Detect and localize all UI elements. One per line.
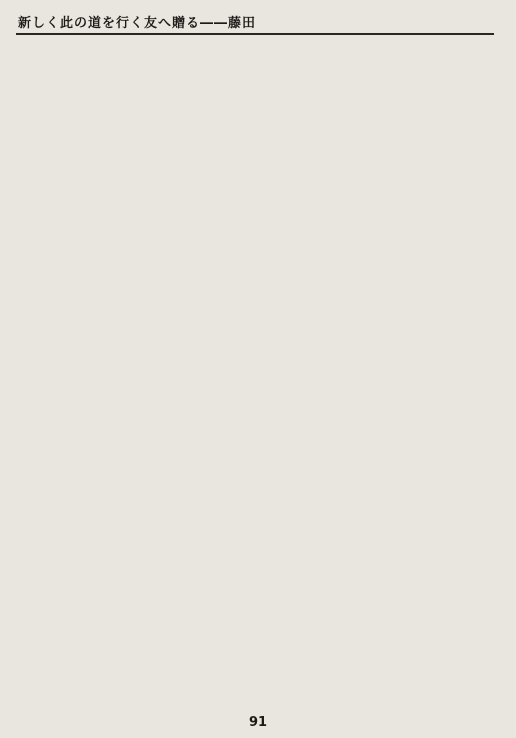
text-column	[398, 38, 422, 324]
text-column	[152, 336, 175, 716]
text-column	[39, 336, 62, 716]
text-column	[159, 38, 183, 324]
text-column	[135, 38, 159, 324]
header-rule	[16, 33, 494, 35]
text-column	[231, 38, 255, 324]
text-column	[303, 38, 327, 324]
text-column	[279, 38, 303, 324]
upper-text-block	[16, 38, 494, 324]
text-column	[422, 38, 446, 324]
text-column	[107, 336, 130, 716]
page-number: 91	[248, 715, 268, 730]
text-column	[374, 38, 398, 324]
text-column	[175, 336, 198, 716]
text-column	[88, 38, 112, 324]
text-column	[84, 336, 107, 716]
text-column	[64, 38, 88, 324]
text-column	[446, 38, 470, 324]
running-head: 新しく此の道を行く友へ贈る――藤田	[18, 16, 257, 31]
text-column	[16, 336, 39, 716]
text-column	[40, 38, 64, 324]
text-column	[207, 38, 231, 324]
text-column	[198, 336, 221, 716]
text-column	[221, 336, 244, 716]
text-column	[183, 38, 207, 324]
text-column	[243, 336, 266, 716]
text-column	[255, 38, 279, 324]
text-column	[470, 38, 494, 324]
lower-text-block	[16, 336, 266, 716]
text-column	[130, 336, 153, 716]
text-column	[16, 38, 40, 324]
text-column	[351, 38, 375, 324]
text-column	[61, 336, 84, 716]
text-column	[327, 38, 351, 324]
text-column	[112, 38, 136, 324]
